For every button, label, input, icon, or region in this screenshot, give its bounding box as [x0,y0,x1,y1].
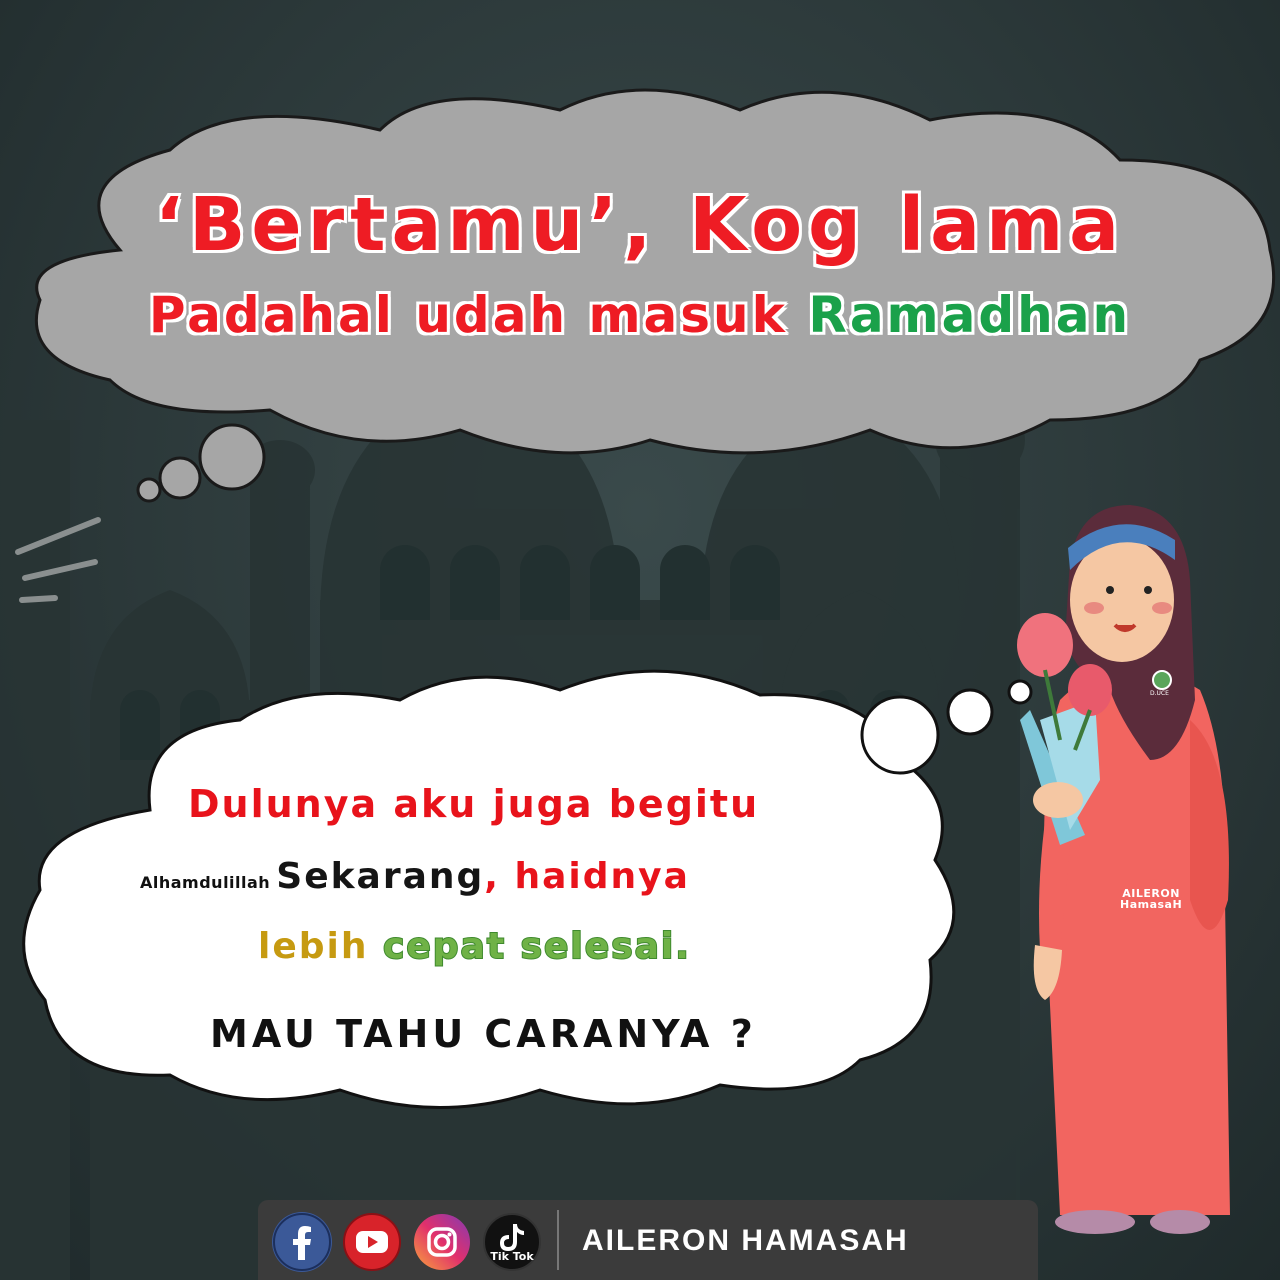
tiktok-glyph [482,1212,542,1272]
speech-line-2-main: Sekarang [276,856,485,897]
footer-divider [557,1210,559,1270]
speech-line-3 [258,926,691,967]
speech-line-2-small: Alhamdulillah [140,873,277,892]
youtube-glyph [342,1212,402,1272]
title-line-1: ‘Bertamu’, Kog lama [154,182,1126,268]
tiktok-icon[interactable] [482,1212,542,1272]
brand-name: AILERON HAMASAH [582,1224,909,1257]
shirt-badge-line1: AILERON [1122,887,1180,900]
tiktok-label: Tik Tok [490,1250,534,1263]
speech-line-1: Dulunya aku juga begitu [188,782,760,826]
title-line-2-green: Ramadhan [808,286,1132,344]
facebook-icon[interactable] [272,1212,332,1272]
speech-line-3-green: cepat selesai. [383,926,691,967]
youtube-icon[interactable] [342,1212,402,1272]
title-line-2-red: Padahal udah masuk [148,286,809,344]
facebook-glyph [272,1212,332,1272]
speech-line-2-red: , haidnya [484,856,690,897]
shirt-badge-line2: HamasaH [1120,898,1183,911]
speech-line-4: MAU TAHU CARANYA ? [210,1012,757,1056]
instagram-icon[interactable] [412,1212,472,1272]
speech-line-3-gold: lebih [258,926,384,967]
pin-label: D.UCE [1150,690,1169,697]
speech-line-2 [140,856,690,897]
instagram-glyph [412,1212,472,1272]
